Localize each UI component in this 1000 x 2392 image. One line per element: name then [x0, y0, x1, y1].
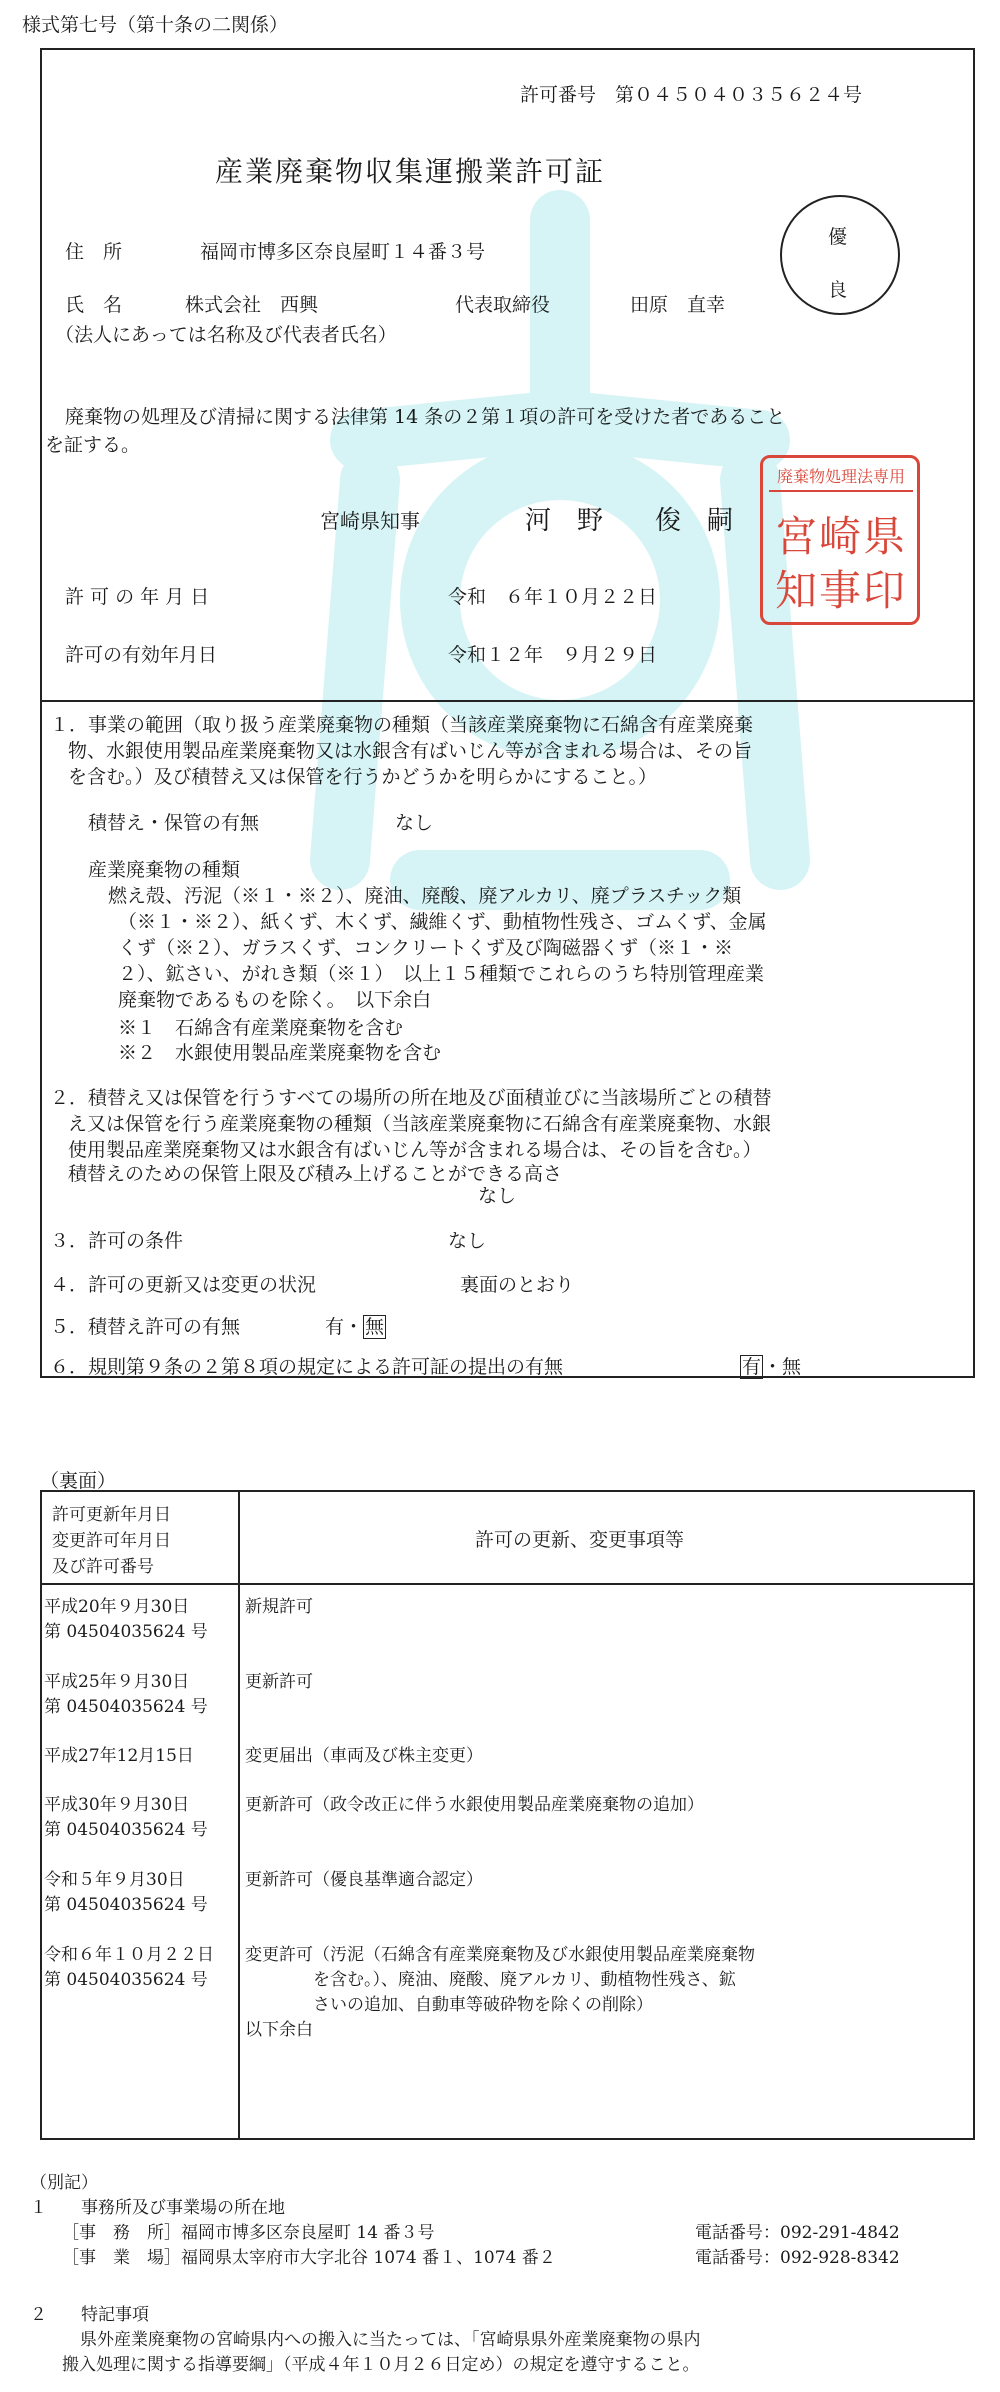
row-date: 平成25年９月30日: [44, 1672, 190, 1692]
waste-kinds-line5: 廃棄物であるものを除く。 以下余白: [118, 989, 432, 1011]
section1-line1: １．事業の範囲（取り扱う産業廃棄物の種類（当該産業廃棄物に石綿含有産業廃棄: [50, 714, 754, 736]
governor-seal: [760, 455, 920, 625]
row-date: 平成20年９月30日: [44, 1597, 190, 1617]
special-note-line2: 搬入処理に関する指導要綱」（平成４年１０月２６日定め）の規定を遵守すること。: [62, 2355, 700, 2375]
section2-line3: 使用製品産業廃棄物又は水銀含有ばいじん等が含まれる場合は、その旨を含む。）: [68, 1139, 762, 1161]
row-number: 第 04504035624 号: [44, 1970, 208, 1990]
office-phone: 電話番号：092-291-4842: [695, 2223, 900, 2243]
valid-date-value: 令和１２年 ９月２９日: [448, 644, 658, 666]
row-number: 第 04504035624 号: [44, 1622, 208, 1642]
seal-header: 廃棄物処理法専用: [769, 464, 913, 492]
row-text: 新規許可: [245, 1597, 313, 1617]
certification-line2: を証する。: [45, 434, 141, 456]
address-label: 住 所: [65, 241, 123, 263]
rank-bottom-char: 良: [828, 279, 848, 301]
table-column-divider: [238, 1490, 240, 2140]
row-text-line3: さいの追加、自動車等破砕物を除くの削除）: [245, 1995, 653, 2015]
waste-kinds-line3: くず（※２）、ガラスくず、コンクリートくず及び陶磁器くず（※１・※: [118, 937, 734, 959]
site-phone: 電話番号：092-928-8342: [695, 2248, 900, 2268]
section6-yes-selected: 有: [742, 1356, 762, 1378]
storage-value: なし: [395, 812, 434, 834]
issue-date-value: 令和 ６年１０月２２日: [448, 586, 658, 608]
section5-value: [325, 1312, 386, 1339]
section3-value: なし: [448, 1230, 487, 1252]
divider: [40, 700, 975, 702]
representative-name: 田原 直幸: [630, 294, 726, 316]
row-date: 平成27年12月15日: [44, 1746, 194, 1766]
issuer: 宮崎県知事: [320, 509, 420, 533]
representative-title: 代表取締役: [455, 294, 551, 316]
waste-kinds-line1: 燃え殻、汚泥（※１・※２）、廃油、廃酸、廃アルカリ、廃プラスチック類: [108, 885, 742, 907]
section2-line4: 積替えのための保管上限及び積み上げることができる高さ: [68, 1163, 563, 1185]
special-note-line1: 県外産業廃棄物の宮崎県内への搬入に当たっては、「宮崎県県外産業廃棄物の県内: [80, 2330, 701, 2350]
appendix-label: （別記）: [30, 2173, 98, 2193]
section1-line2: 物、水銀使用製品産業廃棄物又は水銀含有ばいじん等が含まれる場合は、その旨: [68, 740, 753, 762]
issue-date-label: 許 可 の 年 月 日: [65, 586, 210, 608]
section6-no: ・無: [763, 1356, 802, 1378]
appendix-item1: １ 事務所及び事業場の所在地: [30, 2198, 285, 2218]
row-date: 令和６年１０月２２日: [44, 1945, 214, 1965]
valid-date-label: 許可の有効年月日: [65, 644, 218, 666]
table-header-divider: [40, 1583, 975, 1585]
row-date: 令和５年９月30日: [44, 1870, 185, 1890]
storage-label: 積替え・保管の有無: [88, 812, 260, 834]
table-end-note: 以下余白: [245, 2020, 313, 2040]
col2-header: 許可の更新、変更事項等: [475, 1529, 685, 1551]
row-text: 更新許可（政令改正に伴う水銀使用製品産業廃棄物の追加）: [245, 1795, 704, 1815]
appendix-item2: ２ 特記事項: [30, 2305, 149, 2325]
name-note: （法人にあっては名称及び代表者氏名）: [55, 324, 397, 346]
row-number: 第 04504035624 号: [44, 1820, 208, 1840]
row-number: 第 04504035624 号: [44, 1697, 208, 1717]
row-text-line2: を含む。）、廃油、廃酸、廃アルカリ、動植物性残さ、鉱: [245, 1970, 736, 1990]
section2-value: なし: [478, 1185, 517, 1207]
company-name: 株式会社 西興: [185, 294, 319, 316]
row-text: 変更届出（車両及び株主変更）: [245, 1746, 483, 1766]
section6-label: ６．規則第９条の２第８項の規定による許可証の提出の有無: [50, 1356, 564, 1378]
section5-yes: 有・: [325, 1316, 364, 1338]
col1-header-line1: 許可更新年月日: [52, 1505, 171, 1525]
waste-kinds-label: 産業廃棄物の種類: [88, 859, 241, 881]
note-mercury: ※２ 水銀使用製品産業廃棄物を含む: [118, 1042, 442, 1064]
waste-kinds-line4: ２）、鉱さい、がれき類（※１） 以上１５種類でこれらのうち特別管理産業: [118, 963, 765, 985]
back-label: （裏面）: [40, 1470, 117, 1492]
row-text: 更新許可（優良基準適合認定）: [245, 1870, 483, 1890]
section3-label: ３．許可の条件: [50, 1230, 184, 1252]
section1-line3: を含む。）及び積替え又は保管を行うかどうかを明らかにすること。）: [68, 766, 658, 788]
section4-label: ４．許可の更新又は変更の状況: [50, 1274, 317, 1296]
section4-value: 裏面のとおり: [460, 1274, 575, 1296]
row-text: 更新許可: [245, 1672, 313, 1692]
row-number: 第 04504035624 号: [44, 1895, 208, 1915]
section5-label: ５．積替え許可の有無: [50, 1316, 241, 1338]
row-text: 変更許可（汚泥（石綿含有産業廃棄物及び水銀使用製品産業廃棄物: [245, 1945, 755, 1965]
row-date: 平成30年９月30日: [44, 1795, 190, 1815]
address-value: 福岡市博多区奈良屋町１４番３号: [200, 241, 486, 263]
office-address: ［事 務 所］福岡市博多区奈良屋町 14 番３号: [62, 2223, 435, 2243]
seal-line1: 宮崎県: [775, 512, 908, 561]
col1-header-line2: 変更許可年月日: [52, 1531, 171, 1551]
section6-value: [740, 1352, 801, 1379]
name-label: 氏 名: [65, 294, 123, 316]
seal-line2: 知事印: [775, 566, 908, 615]
permit-number: 許可番号 第０４５０４０３５６２４号: [520, 84, 863, 106]
waste-kinds-line2: （※１・※２）、紙くず、木くず、繊維くず、動植物性残さ、ゴムくず、金属: [118, 911, 767, 933]
section2-line2: え又は保管を行う産業廃棄物の種類（当該産業廃棄物に石綿含有産業廃棄物、水銀: [68, 1113, 772, 1135]
note-asbestos: ※１ 石綿含有産業廃棄物を含む: [118, 1017, 404, 1039]
form-name: 様式第七号（第十条の二関係）: [22, 14, 289, 36]
governor-name: 河 野 俊 嗣: [525, 506, 734, 536]
certification-line1: 廃棄物の処理及び清掃に関する法律第 14 条の２第１項の許可を受けた者であること: [65, 406, 786, 428]
col1-header-line3: 及び許可番号: [52, 1557, 154, 1577]
rank-top-char: 優: [828, 226, 848, 248]
section5-no-selected: 無: [365, 1316, 385, 1338]
site-address: ［事 業 場］福岡県太宰府市大字北谷 1074 番１、1074 番２: [62, 2248, 556, 2268]
certificate-title: 産業廃棄物収集運搬業許可証: [215, 155, 606, 188]
section2-line1: ２．積替え又は保管を行うすべての場所の所在地及び面積並びに当該場所ごとの積替: [50, 1087, 772, 1109]
